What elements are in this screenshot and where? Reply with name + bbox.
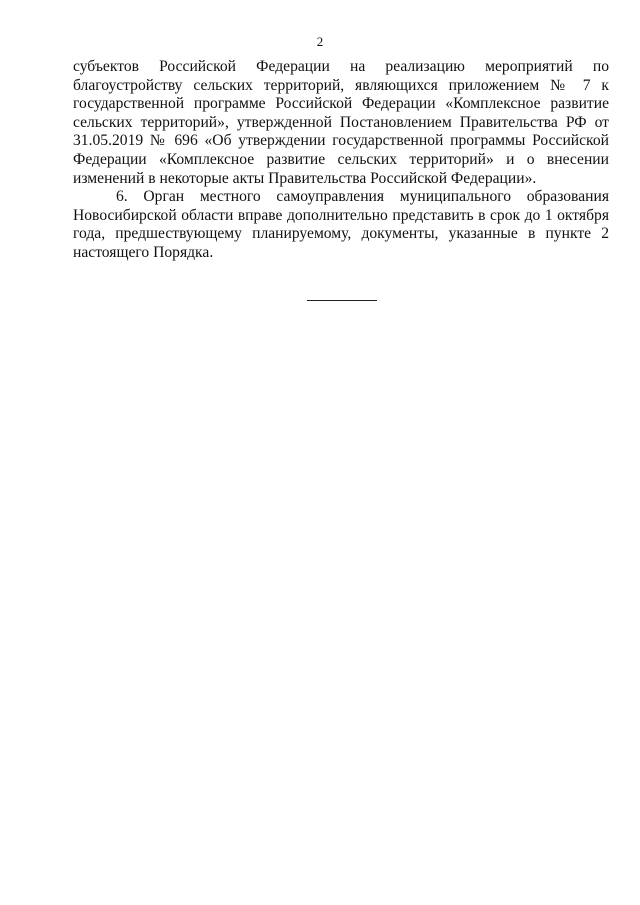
document-body bbox=[73, 58, 609, 263]
paragraph-item-6: 6. Орган местного самоуправления муниципального образования Новосибирской области вправе дополнительно представить в срок до 1 октября года, предшествующему планируемому, документы, указанные в пункте 2 настоящего Порядка. bbox=[73, 188, 609, 261]
page-number: 2 bbox=[316, 34, 324, 49]
paragraph-continuation: субъектов Российской Федерации на реализацию мероприятий по благоустройству сельских территорий, являющихся приложением № 7 к государственной программе Российской Федерации «Комплексное развитие сельских территорий», утвержденной Постановлением Правительства РФ от 31.05.2019 № 696 «Об утверждении государственной программы Российской Федерации «Комплексное развитие сельских территорий» и о внесении изменений в некоторые акты Правительства Российской Федерации». bbox=[73, 58, 609, 187]
end-of-document-rule bbox=[307, 300, 377, 301]
